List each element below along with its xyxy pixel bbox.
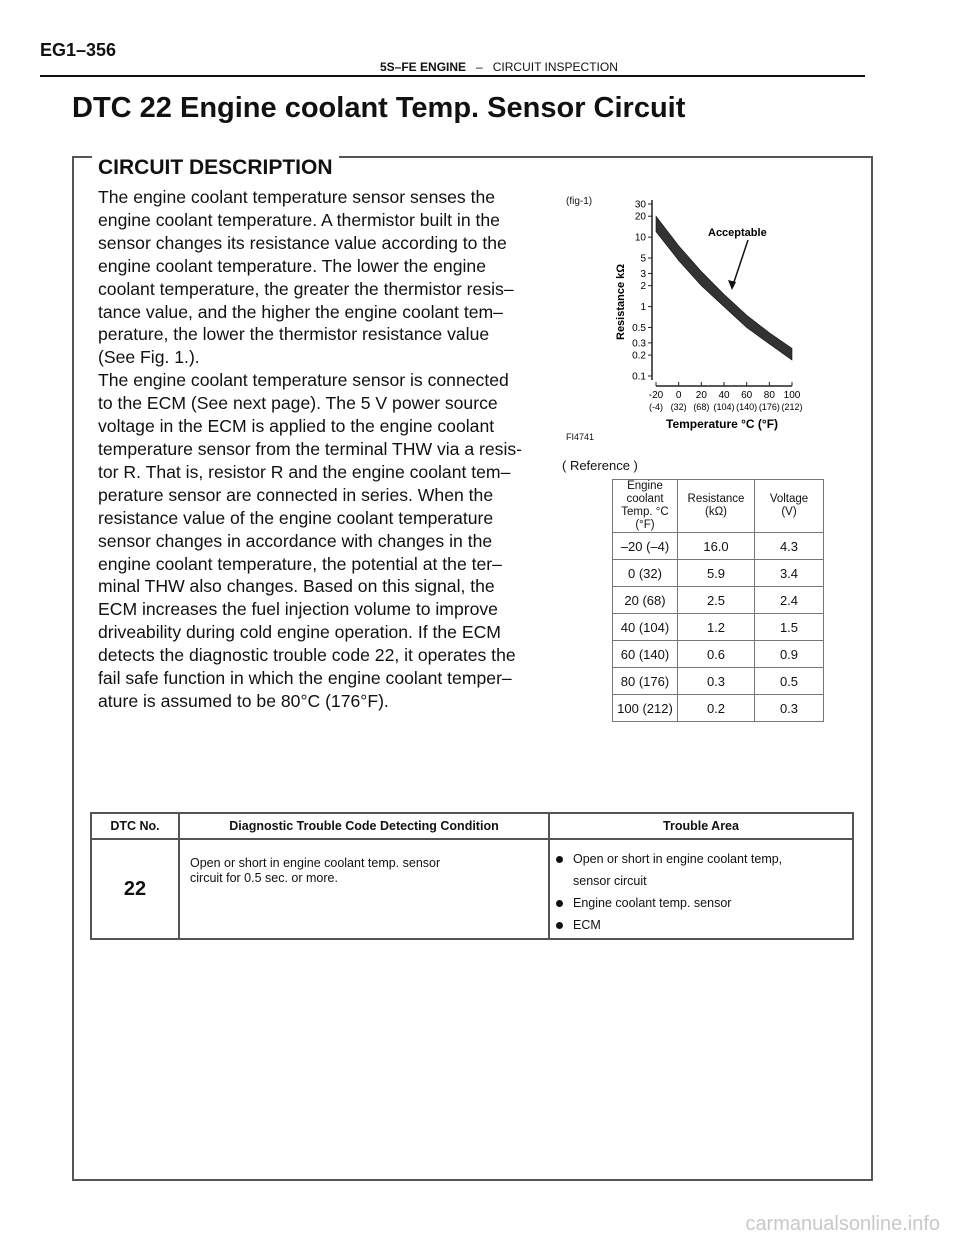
- y-tick-label: 0.1: [632, 371, 646, 383]
- bullet-icon: [556, 900, 563, 907]
- ref-header-voltage: Voltage (V): [755, 480, 824, 533]
- y-tick-label: 0.2: [632, 350, 646, 362]
- dtc-header-row: [91, 813, 853, 839]
- reference-row: [613, 641, 824, 668]
- ref-resistance-cell: 0.6: [678, 641, 755, 668]
- resistance-temperature-chart: [560, 190, 860, 440]
- ref-temp-cell: 40 (104): [613, 614, 678, 641]
- y-tick-label: 20: [634, 211, 646, 223]
- ref-voltage-cell: 4.3: [755, 533, 824, 560]
- x-tick-label-celsius: 60: [741, 390, 753, 401]
- dtc-trouble-area: [549, 839, 853, 939]
- reference-row: [613, 560, 824, 587]
- x-axis-label: Temperature °C (°F): [666, 417, 779, 431]
- y-tick-label: 5: [640, 253, 646, 265]
- x-tick-label-fahrenheit: (68): [693, 402, 710, 412]
- reference-table: [612, 479, 824, 722]
- ref-voltage-cell: 1.5: [755, 614, 824, 641]
- ref-temp-cell: 60 (140): [613, 641, 678, 668]
- trouble-area-item: [556, 870, 846, 892]
- y-tick-label: 0.3: [632, 338, 646, 350]
- y-tick-label: 3: [640, 268, 646, 280]
- y-axis-label: Resistance kΩ: [615, 263, 627, 340]
- trouble-area-item: [556, 914, 846, 936]
- reference-row: [613, 695, 824, 722]
- watermark: carmanualsonline.info: [745, 1213, 940, 1235]
- acceptable-arrow: [732, 240, 748, 288]
- header-rule: [40, 75, 865, 77]
- figure-label: (fig-1): [566, 196, 593, 207]
- page-title: DTC 22 Engine coolant Temp. Sensor Circuit: [72, 92, 686, 124]
- ref-header-resistance: Resistance (kΩ): [678, 480, 755, 533]
- reference-row: [613, 587, 824, 614]
- x-tick-label-fahrenheit: (32): [670, 402, 687, 412]
- y-tick-label: 10: [634, 232, 646, 244]
- bullet-icon: [556, 856, 563, 863]
- trouble-area-text: ECM: [573, 918, 601, 932]
- ref-temp-cell: 0 (32): [613, 560, 678, 587]
- trouble-area-list: [556, 848, 846, 936]
- ref-voltage-cell: 2.4: [755, 587, 824, 614]
- dtc-row: [91, 839, 853, 939]
- ref-resistance-cell: 1.2: [678, 614, 755, 641]
- x-tick-label-celsius: -20: [648, 390, 664, 401]
- x-tick-label-fahrenheit: (212): [781, 402, 803, 412]
- acceptable-label: Acceptable: [708, 227, 767, 239]
- x-tick-label-celsius: 40: [718, 390, 730, 401]
- reference-label: ( Reference ): [562, 458, 638, 473]
- dtc-condition: Open or short in engine coolant temp. sensor circuit for 0.5 sec. or more.: [179, 839, 549, 939]
- dtc-header-no: DTC No.: [91, 813, 179, 839]
- dtc-header-condition: Diagnostic Trouble Code Detecting Condition: [179, 813, 549, 839]
- page-code: EG1–356: [40, 40, 117, 60]
- figure-id: FI4741: [566, 432, 595, 442]
- section-title: CIRCUIT DESCRIPTION: [92, 156, 339, 180]
- ref-header-temp: Engine coolant Temp. °C (°F): [613, 480, 678, 533]
- x-tick-label-celsius: 20: [695, 390, 707, 401]
- reference-row: [613, 668, 824, 695]
- ref-voltage-cell: 0.5: [755, 668, 824, 695]
- x-tick-label-fahrenheit: (104): [713, 402, 735, 412]
- trouble-area-text: Engine coolant temp. sensor: [573, 896, 732, 910]
- x-tick-label-celsius: 80: [763, 390, 775, 401]
- y-tick-label: 2: [640, 281, 646, 293]
- trouble-area-text: sensor circuit: [573, 874, 647, 888]
- y-tick-label: 1: [640, 302, 646, 314]
- x-tick-label-fahrenheit: (140): [736, 402, 758, 412]
- bullet-icon: [556, 922, 563, 929]
- dtc-code: 22: [91, 839, 179, 939]
- reference-header-row: [613, 480, 824, 533]
- trouble-area-item: [556, 848, 846, 870]
- x-tick-label-fahrenheit: (176): [758, 402, 780, 412]
- reference-row: [613, 614, 824, 641]
- ref-resistance-cell: 16.0: [678, 533, 755, 560]
- trouble-area-item: [556, 892, 846, 914]
- ref-resistance-cell: 5.9: [678, 560, 755, 587]
- header-section: [380, 60, 618, 74]
- ref-voltage-cell: 0.9: [755, 641, 824, 668]
- reference-table-body: [613, 533, 824, 722]
- ref-voltage-cell: 0.3: [755, 695, 824, 722]
- header-section-topic: CIRCUIT INSPECTION: [492, 60, 618, 74]
- y-tick-label: 30: [634, 199, 646, 211]
- dtc-header-area: Trouble Area: [549, 813, 853, 839]
- y-tick-labels: [632, 200, 652, 383]
- x-tick-label-celsius: 0: [675, 390, 682, 401]
- ref-temp-cell: 80 (176): [613, 668, 678, 695]
- ref-temp-cell: 100 (212): [613, 695, 678, 722]
- ref-resistance-cell: 2.5: [678, 587, 755, 614]
- reference-row: [613, 533, 824, 560]
- ref-temp-cell: –20 (–4): [613, 533, 678, 560]
- x-tick-label-fahrenheit: (-4): [649, 402, 663, 412]
- header-section-engine: 5S–FE ENGINE: [380, 60, 467, 74]
- header-separator: –: [476, 60, 483, 74]
- y-tick-label: 0.5: [632, 322, 646, 334]
- ref-resistance-cell: 0.3: [678, 668, 755, 695]
- circuit-description-text: The engine coolant temperature sensor senses the engine coolant temperature. A thermistor built in the sensor changes its resistance value according to the engine coolant temperature. The lower the engine coolant temperature, the greater the thermistor resis– tance value, and the higher the engine coolant tem– perature, the lower the thermistor resistance value (See Fig. 1.). The engine coolant temperature sensor is connected to the ECM (See next page). The 5 V power source voltage in the ECM is applied to the engine coolant temperature sensor from the terminal THW via a resis- tor R. That is, resistor R and the engine coolant tem– perature sensor are connected in series. When the resistance value of the engine coolant temperature sensor changes in accordance with changes in the engine coolant temperature, the potential at the ter– minal THW also changes. Based on this signal, the ECM increases the fuel injection volume to improve driveability during cold engine operation. If the ECM detects the diagnostic trouble code 22, it operates the fail safe function in which the engine coolant temper– ature is assumed to be 80°C (176°F).: [98, 187, 523, 711]
- x-tick-label-celsius: 100: [783, 390, 801, 401]
- ref-temp-cell: 20 (68): [613, 587, 678, 614]
- dtc-table: [90, 812, 854, 940]
- trouble-area-text: Open or short in engine coolant temp,: [573, 852, 783, 866]
- ref-voltage-cell: 3.4: [755, 560, 824, 587]
- ref-resistance-cell: 0.2: [678, 695, 755, 722]
